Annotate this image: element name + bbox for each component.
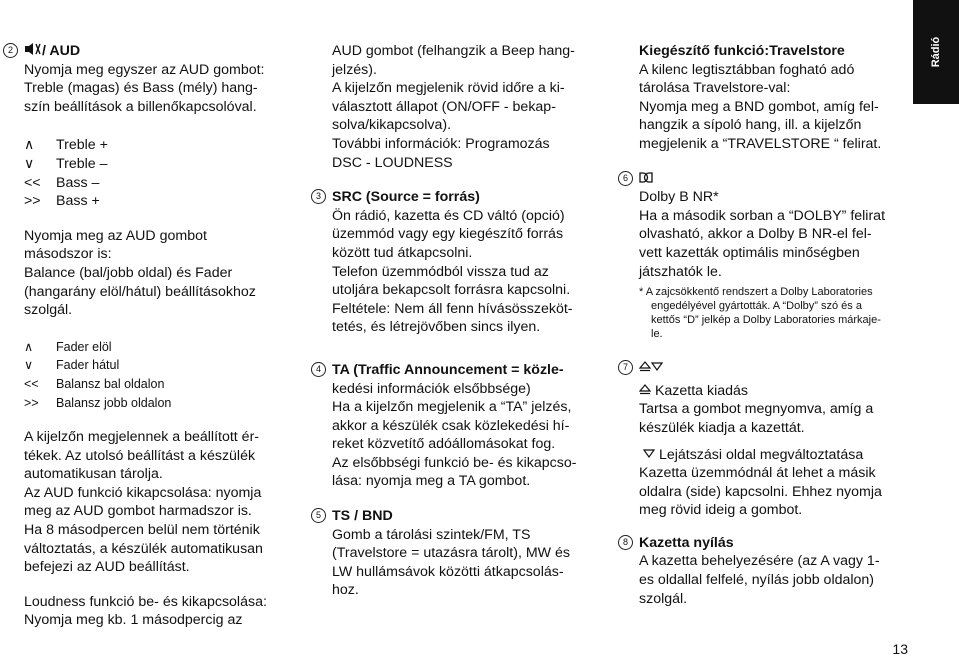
text-line: készülék kiadja a kazettát. xyxy=(639,419,805,436)
text-line xyxy=(24,42,296,61)
text-line: akkor a készülék csak közlekedési hí- xyxy=(332,417,570,434)
text-line: választott állapot (ON/OFF - bekap- xyxy=(332,98,556,115)
text-line: Az AUD funkció kikapcsolása: nyomja xyxy=(24,484,262,501)
text-line: oldalra (side) kapcsolni. Ehhez nyomja xyxy=(639,483,882,500)
list-item: ∧ Fader elöl xyxy=(24,338,296,357)
list-item: << Bass – xyxy=(24,174,100,191)
text-line: kettős “D” jelkép a Dolby Laboratories márkaje- xyxy=(651,314,881,327)
text-line: Treble (magas) és Bass (mély) hang- xyxy=(24,80,258,97)
section-number: 8 xyxy=(618,535,633,550)
text-line: olvasható, akkor a Dolby B NR-el fel- xyxy=(639,226,872,243)
text-line: le. xyxy=(651,328,663,341)
text-line: hangzik a sípoló hang, ill. a kijelzőn xyxy=(639,117,862,134)
footnote xyxy=(639,285,909,341)
side-change-icon xyxy=(643,447,655,463)
text-line: szín beállítások a billenőkapcsolóval. xyxy=(24,98,257,115)
text-line: (hangarány elöl/hátul) beállításokhoz xyxy=(24,283,256,300)
section-number: 4 xyxy=(311,362,326,377)
text-line: Nyomja meg az AUD gombot xyxy=(24,227,207,244)
column-3 xyxy=(622,42,909,608)
text-line: tetés, és létrejövőben sincs ilyen. xyxy=(332,319,541,336)
text-line: Feltétele: Nem áll fenn hívásösszeköt- xyxy=(332,300,573,317)
text-line: LW hullámsávok közötti átkapcsolás- xyxy=(332,563,564,580)
text-line: Ha 8 másodpercen belül nem történik xyxy=(24,522,260,539)
text-line: másodszor is: xyxy=(24,246,112,263)
text-line: Nyomja meg egyszer az AUD gombot: xyxy=(24,61,265,78)
list-item: >> Balansz jobb oldalon xyxy=(24,394,296,413)
text-line: hoz. xyxy=(332,582,359,599)
text-line: Balance (bal/jobb oldal) és Fader xyxy=(24,264,233,281)
text-line: Ha a második sorban a “DOLBY” felirat xyxy=(639,207,886,224)
text-line: A kazetta behelyezésére (az A vagy 1- xyxy=(639,553,880,570)
section-number: 6 xyxy=(618,171,633,186)
list-symbol: << xyxy=(24,174,41,191)
section-tab: Rádió xyxy=(913,0,959,104)
list-symbol: << xyxy=(24,376,39,391)
section-4 xyxy=(315,361,602,491)
text-line: játszhatók le. xyxy=(639,263,722,280)
text-line xyxy=(639,359,909,378)
text-line: A kilenc legtisztábban fogható adó xyxy=(639,61,855,78)
text-line: DSC - LOUDNESS xyxy=(332,154,453,171)
text-line: (Travelstore = utazásra tárolt), MW és xyxy=(332,545,570,562)
list-item: >> Bass + xyxy=(24,193,100,210)
text-line: es oldallal felfelé, nyílás jobb oldalon) xyxy=(639,572,875,589)
text-line: Nyomja meg a BND gombot, amíg fel- xyxy=(639,98,879,115)
page-number: 13 xyxy=(892,641,908,657)
column-2 xyxy=(315,42,602,600)
text-line: Kazetta üzemmódnál át lehet a másik xyxy=(639,465,876,482)
text-line: reket közvetítő adóállomásokat fog. xyxy=(332,436,556,453)
list-symbol: ∧ xyxy=(24,339,34,354)
section-number: 3 xyxy=(311,189,326,204)
text-line: meg az AUD gombot harmadszor is. xyxy=(24,503,252,520)
text-line: szolgál. xyxy=(639,590,688,607)
list-symbol: ∨ xyxy=(24,358,34,373)
text-line: meg rövid ideig a gombot. xyxy=(639,502,803,519)
text-line: vett kazetták optimális minőségben xyxy=(639,244,860,261)
text-line: Telefon üzemmódból vissza tud az xyxy=(332,263,549,280)
eject-icon xyxy=(639,383,651,399)
text-line: Ön rádió, kazetta és CD váltó (opció) xyxy=(332,207,565,224)
side-change-icon xyxy=(651,360,663,376)
text-line: utoljára bekapcsolt forrásra kapcsolni. xyxy=(332,282,571,299)
text-line: AUD gombot (felhangzik a Beep hang- xyxy=(332,43,575,59)
text-line: Kazetta kiadás xyxy=(639,382,909,401)
text-line: TA (Traffic Announcement = közle- xyxy=(332,361,564,378)
text-line: További információk: Programozás xyxy=(332,135,550,152)
text-line: jelzés). xyxy=(332,61,377,78)
section-number: 2 xyxy=(3,43,18,58)
text-line: lása: nyomja meg a TA gombot. xyxy=(332,473,531,490)
text-line: Dolby B NR* xyxy=(639,189,719,206)
list-item: ∨ Treble – xyxy=(24,155,108,172)
text-line: * A zajcsökkentő rendszert a Dolby Laboratories xyxy=(639,286,873,299)
section-number: 5 xyxy=(311,508,326,523)
text-line: üzemmód vagy egy kiegészítő forrás xyxy=(332,226,564,243)
text-line: Az elsőbbségi funkció be- és kikapcso- xyxy=(332,454,577,471)
text-line: Tartsa a gombot megnyomva, amíg a xyxy=(639,401,874,418)
section-title: SRC (Source = forrás) xyxy=(332,189,480,206)
tone-icon xyxy=(24,42,42,61)
text-line: szolgál. xyxy=(24,302,73,319)
text-line: megjelenik a “TRAVELSTORE “ felirat. xyxy=(639,135,882,152)
section-7 xyxy=(622,359,909,520)
text-line: Ha a kijelzőn megjelenik a “TA” jelzés, xyxy=(332,399,572,416)
text-line: tékek. Az utolsó beállítást a készülék xyxy=(24,447,256,464)
text-line: solva/kikapcsolva). xyxy=(332,117,452,134)
section-title: / AUD xyxy=(42,43,81,59)
section-title: Kazetta nyílás xyxy=(639,534,734,551)
column-1 xyxy=(7,42,296,630)
text-line: változtatás, a készülék automatikusan xyxy=(24,540,263,557)
text-line: Loudness funkció be- és kikapcsolása: xyxy=(24,593,267,610)
dolby-icon xyxy=(639,171,653,187)
eject-icon xyxy=(639,360,651,376)
list-symbol: ∧ xyxy=(24,137,35,154)
section-title: TS / BND xyxy=(332,508,393,525)
list-symbol: ∨ xyxy=(24,155,35,172)
section-5 xyxy=(315,507,602,600)
text-line xyxy=(639,170,909,189)
section-2 xyxy=(7,42,296,630)
text-line: kedési információk elsőbbsége) xyxy=(332,380,531,397)
text-line: Nyomja meg kb. 1 másodpercig az xyxy=(24,612,243,629)
section-8 xyxy=(622,534,909,608)
list-item: ∧ Treble + xyxy=(24,137,108,154)
text-line: A kijelzőn megjelenik rövid időre a ki- xyxy=(332,80,565,97)
section-3 xyxy=(315,188,602,337)
section-number: 7 xyxy=(618,360,633,375)
text-line: tárolása Travelstore-val: xyxy=(639,80,791,97)
list-symbol: >> xyxy=(24,193,41,210)
text-line: automatikusan tárolja. xyxy=(24,466,163,483)
text-line: befejezi az AUD beállítást. xyxy=(24,559,190,576)
text-line: Lejátszási oldal megváltoztatása xyxy=(639,446,909,465)
text-line: engedélyével gyártották. A “Dolby” szó és a xyxy=(651,300,862,313)
section-title: Kiegészítő funkció:Travelstore xyxy=(639,43,845,59)
list-item: ∨ Fader hátul xyxy=(24,356,296,375)
list-symbol: >> xyxy=(24,395,39,410)
text-line: Gomb a tárolási szintek/FM, TS xyxy=(332,526,531,543)
text-line: A kijelzőn megjelennek a beállított ér- xyxy=(24,429,260,446)
text-line: között tud átkapcsolni. xyxy=(332,244,473,261)
list-item: << Balansz bal oldalon xyxy=(24,375,296,394)
section-6 xyxy=(622,170,909,342)
